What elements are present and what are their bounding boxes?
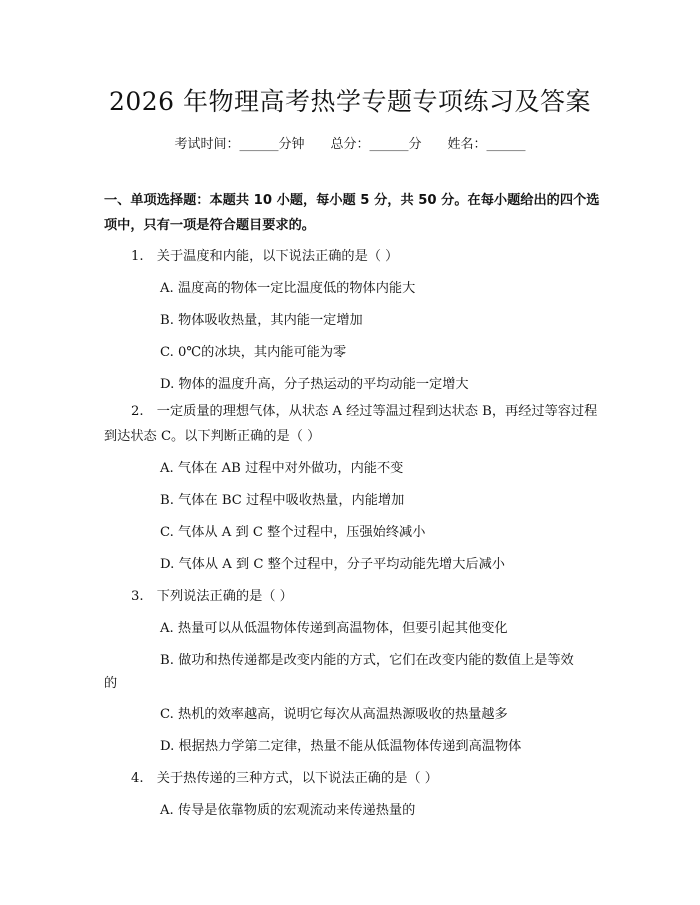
question-3-option-d: D. 根据热力学第二定律，热量不能从低温物体传递到高温物体: [160, 739, 522, 754]
exam-info: [0, 133, 700, 152]
question-1-option-b: B. 物体吸收热量，其内能一定增加: [160, 313, 363, 328]
question-3-option-c: C. 热机的效率越高，说明它每次从高温热源吸收的热量越多: [160, 707, 508, 722]
exam-time: 考试时间：______分钟: [174, 137, 305, 152]
question-3-option-b: B. 做功和热传递都是改变内能的方式，它们在改变内能的数值上是等效: [160, 653, 574, 668]
exam-name: 姓名：______: [447, 137, 526, 152]
question-2-stem: 2. 一定质量的理想气体，从状态 A 经过等温过程到达状态 B，再经过等容过程到达状态 C。以下判断正确的是（ ）: [104, 404, 598, 444]
question-4-stem: 4. 关于热传递的三种方式，以下说法正确的是（ ）: [131, 771, 438, 786]
section-heading: 一、单项选择题：本题共 10 小题，每小题 5 分，共 50 分。在每小题给出的四个选项中，只有一项是符合题目要求的。: [104, 193, 600, 233]
question-2-option-a: A. 气体在 AB 过程中对外做功，内能不变: [160, 461, 404, 476]
question-3-option-b-continued: 的: [104, 676, 118, 691]
question-4-option-a: A. 传导是依靠物质的宏观流动来传递热量的: [160, 803, 416, 818]
question-2-option-c: C. 气体从 A 到 C 整个过程中，压强始终减小: [160, 525, 426, 540]
exam-score: 总分：______分: [330, 137, 422, 152]
question-1-stem: 1. 关于温度和内能，以下说法正确的是（ ）: [131, 249, 399, 264]
page-title: 2026 年物理高考热学专题专项练习及答案: [108, 87, 592, 116]
question-2-option-b: B. 气体在 BC 过程中吸收热量，内能增加: [160, 493, 405, 508]
question-1-option-c: C. 0℃的冰块，其内能可能为零: [160, 345, 347, 360]
question-3-option-a: A. 热量可以从低温物体传递到高温物体，但要引起其他变化: [160, 621, 508, 636]
question-1-option-a: A. 温度高的物体一定比温度低的物体内能大: [160, 281, 416, 296]
question-2-option-d: D. 气体从 A 到 C 整个过程中，分子平均动能先增大后减小: [160, 557, 505, 572]
question-1-option-d: D. 物体的温度升高，分子热运动的平均动能一定增大: [160, 377, 469, 392]
question-3-stem: 3. 下列说法正确的是（ ）: [131, 589, 293, 604]
